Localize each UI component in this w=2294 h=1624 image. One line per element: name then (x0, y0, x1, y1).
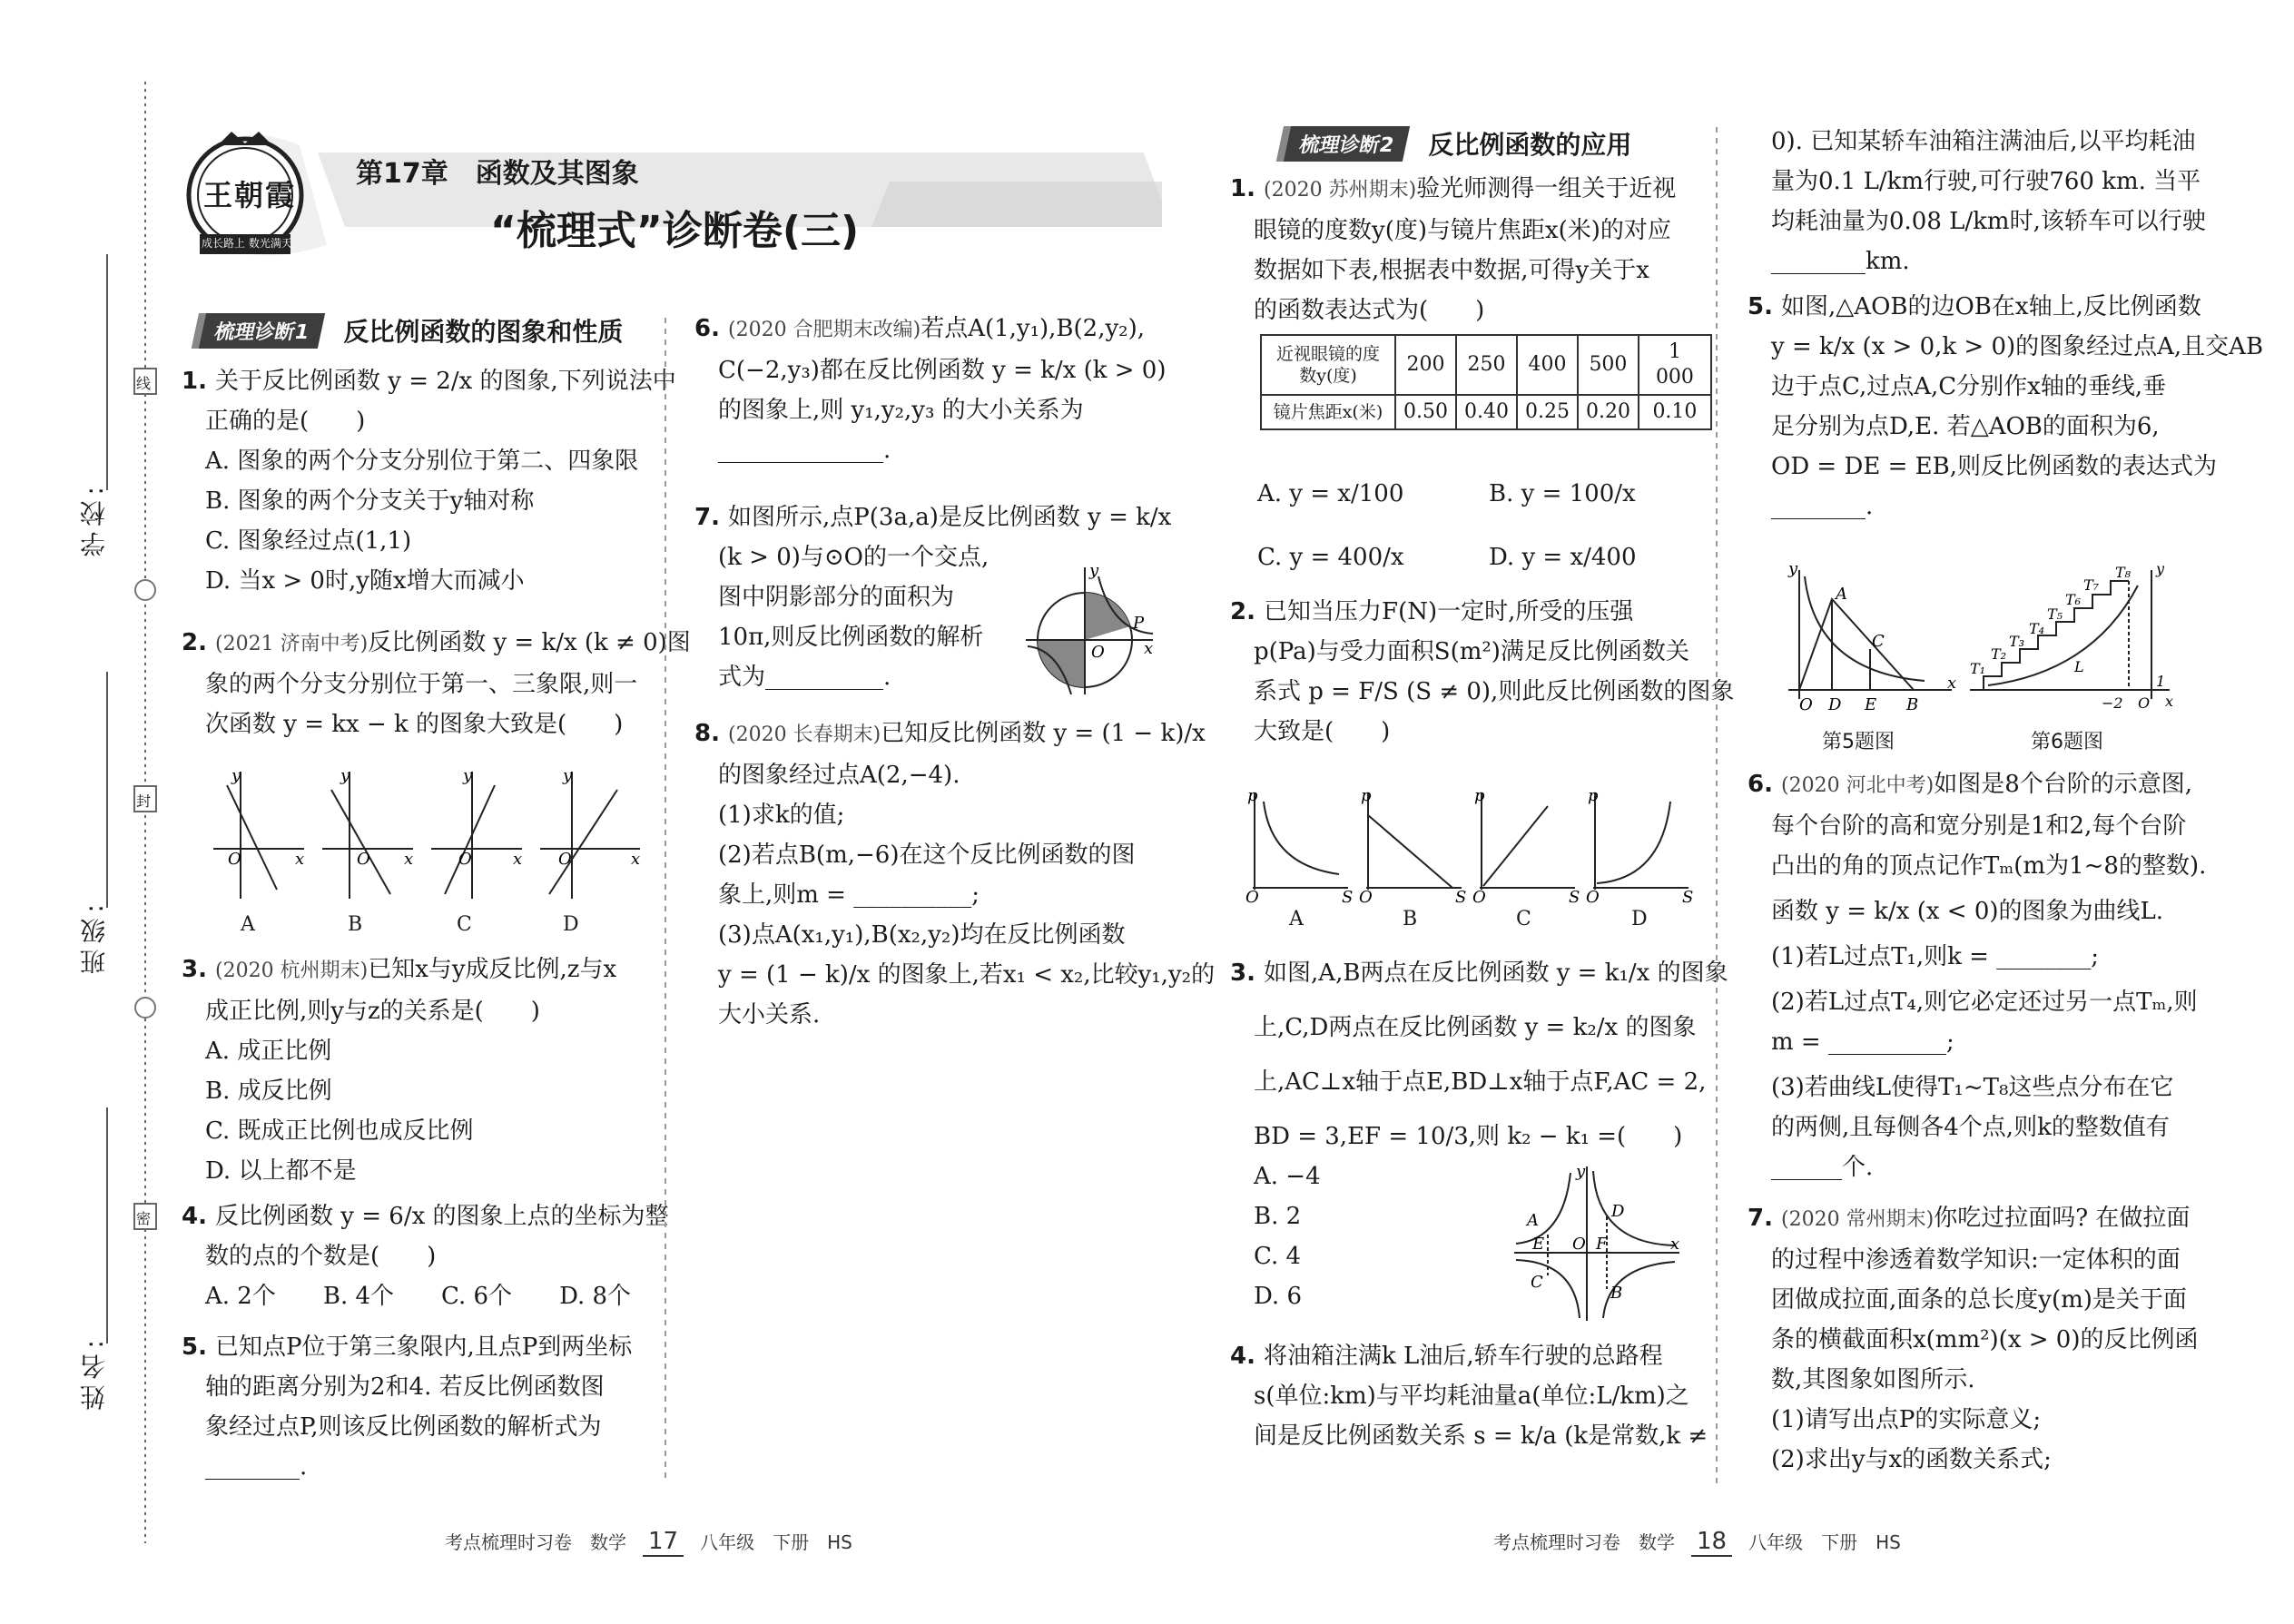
margin-mark-seal: 封 (136, 792, 152, 810)
col1-q5: 5. 已知点P位于第三象限内,且点P到两坐标 轴的距离分别为2和4. 若反比例函数图 象经过点P,则该反比例函数的解析式为 ________. (182, 1327, 632, 1487)
table-cell: 0.20 (1578, 395, 1639, 429)
section-1-bar (195, 312, 623, 349)
svg-text:y: y (1576, 1162, 1586, 1181)
svg-text:S: S (1455, 888, 1467, 906)
page-number-right: 18 (1691, 1528, 1732, 1557)
c3q1-option-a: A. y = x/100 (1257, 480, 1404, 507)
q2-label-a: A (241, 913, 255, 936)
footer-left (445, 1528, 852, 1557)
c4q6-stem-4: 函数 y = k/x (x < 0)的图象为曲线L. (1771, 898, 2164, 925)
school-label: 学校: (79, 481, 109, 557)
svg-text:p: p (1588, 788, 1599, 805)
brand-seal-small: 成长路上 数光满天 (202, 237, 292, 250)
page-number-left: 17 (643, 1528, 684, 1557)
col4-q4-cont (1748, 122, 2206, 281)
section-2-title: 反比例函数的应用 (1428, 130, 1632, 160)
table-row (1261, 335, 1711, 395)
c4q4-line-4: ________km. (1771, 248, 1910, 275)
q8-part-1: (1)求k的值; (718, 802, 845, 829)
col4-q6: 6. (2020 河北中考)如图是8个台阶的示意图, 每个台阶的高和宽分别是1和2,每个台阶 凸出的角的顶点记作Tₘ(m为1~8的整数). 函数 y = k/x (x < 0)的图象为曲线L. (1)若L过点T₁,则k = ________; (2)若L过点T₄,则它必定还过另一点Tₘ,则 m = __________; (3)若曲线L使得T₁~T₈这些点分布在它 的两侧,且每侧各4个点,则k的整数值有 ______个. (1748, 764, 2206, 1187)
c4q7-part-1: (1)请写出点P的实际意义; (1771, 1406, 2042, 1433)
table-cell: 200 (1395, 335, 1456, 395)
q5-stem-2: 轴的距离分别为2和4. 若反比例函数图 (205, 1373, 605, 1401)
c3q1-stem-3: 数据如下表,根据表中数据,可得y关于x (1254, 257, 1649, 284)
c4q5-stem-3: 边于点C,过点A,C分别作x轴的垂线,垂 (1771, 373, 2167, 400)
q4-stem-1: 反比例函数 y = 6/x 的图象上点的坐标为整 (215, 1203, 669, 1230)
svg-text:E: E (1532, 1235, 1545, 1254)
svg-text:S: S (1682, 888, 1694, 906)
svg-text:y: y (2156, 563, 2165, 577)
c4q5-stem-2: y = k/x (x > 0,k > 0)的图象经过点A,且交AB (1771, 333, 2264, 360)
svg-text:p: p (1361, 788, 1372, 805)
c3q2-stem-1: 已知当压力F(N)一定时,所受的压强 (1264, 598, 1634, 625)
q7-stem-4: 10π,则反比例函数的解析 (718, 624, 984, 651)
c4q7-stem-2: 的过程中渗透着数学知识:一定体积的面 (1771, 1246, 2181, 1274)
svg-text:S: S (1569, 888, 1580, 906)
q1-option-a: A. 图象的两个分支分别位于第二、四象限 (205, 448, 639, 475)
col1-q1: 1. 关于反比例函数 y = 2/x 的图象,下列说法中 正确的是( ) A. 图象的两个分支分别位于第二、四象限 B. 图象的两个分支关于y轴对称 C. 图象经过点(1,1) D. 当x > 0时,y随x增大而减小 (182, 361, 676, 601)
q1-option-d: D. 当x > 0时,y随x增大而减小 (205, 567, 525, 595)
q3-stem-1: 已知x与y成反比例,z与x (368, 956, 617, 983)
svg-text:T₄: T₄ (2029, 620, 2045, 637)
table-cell: 1 000 (1639, 335, 1711, 395)
c4q5-stem-1: 如图,△AOB的边OB在x轴上,反比例函数 (1781, 293, 2201, 320)
c4q4-line-2: 量为0.1 L/km行驶,可行驶760 km. 当平 (1771, 168, 2201, 195)
fig5-caption: 第5题图 (1822, 731, 1895, 753)
q7-circle-figure (1026, 563, 1162, 699)
c3q3-stem-4: BD = 3,EF = 10/3,则 k₂ − k₁ =( ) (1254, 1123, 1683, 1150)
q7-stem-5: 式为__________. (718, 664, 891, 691)
c4q6-stem-2: 每个台阶的高和宽分别是1和2,每个台阶 (1771, 812, 2187, 840)
svg-text:O: O (458, 850, 472, 869)
c3q2-label-c: C (1516, 908, 1531, 930)
svg-text:L: L (2074, 658, 2084, 675)
q2-graph-options (204, 763, 649, 908)
svg-text:p: p (1474, 788, 1485, 805)
q2-label-c: C (457, 913, 472, 936)
table-cell: 0.10 (1639, 395, 1711, 429)
col2-q8: 8. (2020 长春期末)已知反比例函数 y = (1 − k)/x 的图象经过点A(2,−4). (1)求k的值; (2)若点B(m,−6)在这个反比例函数的图 象上,则m = __________; (3)点A(x₁,y₁),B(x₂,y₂)均在反比例函数 y = (1 − k)/x 的图象上,若x₁ < x₂,比较y₁,y₂的 大小关系. (694, 714, 1215, 1035)
svg-text:B: B (1906, 695, 1919, 714)
c3q4-stem-3: 间是反比例函数关系 s = k/a (k是常数,k ≠ (1254, 1422, 1708, 1450)
table-head-degree: 近视眼镜的度数y(度) (1261, 335, 1395, 395)
q8-part-3a: (3)点A(x₁,y₁),B(x₂,y₂)均在反比例函数 (718, 921, 1126, 949)
q3-source: (2020 杭州期末) (215, 960, 369, 982)
lens-data-table (1260, 334, 1712, 430)
q3-option-d: D. 以上都不是 (205, 1157, 357, 1185)
c4q5-stem-6: ________. (1771, 493, 1874, 520)
name-label: 姓名: (79, 1334, 109, 1411)
c4q4-line-1: 0). 已知某轿车油箱注满油后,以平均耗油 (1771, 128, 2196, 155)
q6-stem-2: C(−2,y₃)都在反比例函数 y = k/x (k > 0) (718, 357, 1167, 384)
svg-text:O: O (1091, 643, 1105, 662)
col3-q4: 4. 将油箱注满k L油后,轿车行驶的总路程 s(单位:km)与平均耗油量a(单位:L/km)之 间是反比例函数关系 s = k/a (k是常数,k ≠ (1230, 1336, 1708, 1456)
col4-q7: 7. (2020 常州期末)你吃过拉面吗? 在做拉面 的过程中渗透着数学知识:一定体积的面 团做成拉面,面条的总长度y(m)是关于面 条的横截面积x(mm²)(x > 0)的反比例函 数,其图象如图所示. (1)请写出点P的实际意义; (2)求出y与x的函数关系式; (1748, 1198, 2199, 1480)
c3q1-stem-1: 验光师测得一组关于近视 (1416, 175, 1677, 202)
c4q7-part-2: (2)求出y与x的函数关系式; (1771, 1446, 2052, 1473)
q8-part-2a: (2)若点B(m,−6)在这个反比例函数的图 (718, 842, 1136, 869)
chapter-heading: 第17章 函数及其图象 (356, 158, 639, 190)
q7-stem-1: 如图所示,点P(3a,a)是反比例函数 y = k/x (728, 504, 1172, 531)
section-1-tag: 梳理诊断1 (192, 313, 326, 349)
fig6-steps-figure (1965, 563, 2174, 717)
c3q3-option-a: A. −4 (1254, 1163, 1321, 1190)
section-2-tag: 梳理诊断2 (1276, 126, 1411, 162)
footer-left-pre: 考点梳理时习卷 数学 (445, 1531, 626, 1553)
section-2-bar (1280, 125, 1631, 162)
table-cell: 500 (1578, 335, 1639, 395)
column-divider-right (1714, 127, 1719, 1489)
svg-text:O: O (357, 850, 370, 869)
q1-option-b: B. 图象的两个分支关于y轴对称 (205, 487, 535, 515)
c3q1-source: (2020 苏州期末) (1264, 179, 1417, 202)
svg-text:T₆: T₆ (2065, 591, 2082, 608)
c3q2-label-d: D (1631, 908, 1648, 930)
svg-text:T₂: T₂ (1991, 645, 2007, 663)
svg-text:S: S (1342, 888, 1354, 906)
c3q2-label-a: A (1289, 908, 1304, 930)
q5-stem-1: 已知点P位于第三象限内,且点P到两坐标 (215, 1334, 633, 1361)
fig5-triangle-figure (1779, 563, 1961, 717)
table-head-focal: 镜片焦距x(米) (1261, 395, 1395, 429)
table-row (1261, 395, 1711, 429)
c3q4-stem-1: 将油箱注满k L油后,轿车行驶的总路程 (1264, 1343, 1663, 1370)
col3-q1: 1. (2020 苏州期末)验光师测得一组关于近视 眼镜的度数y(度)与镜片焦距x(米)的对应 数据如下表,根据表中数据,可得y关于x 的函数表达式为( ) (1230, 169, 1676, 330)
table-cell: 250 (1456, 335, 1517, 395)
svg-text:O: O (1472, 888, 1486, 906)
c3q3-hyperbola-figure (1507, 1162, 1689, 1325)
svg-text:O: O (1586, 888, 1600, 906)
c4q6-part-3c: ______个. (1771, 1154, 1874, 1181)
q1-stem-2: 正确的是( ) (205, 408, 366, 435)
q2-stem-3: 次函数 y = kx − k 的图象大致是( ) (205, 711, 624, 738)
c3q2-stem-3: 系式 p = F/S (S ≠ 0),则此反比例函数的图象 (1254, 678, 1735, 705)
c4q6-part-2b: m = __________; (1771, 1029, 1954, 1056)
svg-text:C: C (1872, 632, 1885, 651)
c4q6-part-3b: 的两侧,且每侧各4个点,则k的整数值有 (1771, 1114, 2170, 1141)
footer-right (1493, 1528, 1901, 1557)
svg-text:x: x (631, 850, 641, 869)
c4q7-stem-4: 条的横截面积x(mm²)(x > 0)的反比例函 (1771, 1326, 2199, 1353)
c3q3-stem-1: 如图,A,B两点在反比例函数 y = k₁/x 的图象 (1264, 960, 1728, 987)
svg-text:y: y (563, 766, 573, 785)
q5-stem-3: 象经过点P,则该反比例函数的解析式为 (205, 1413, 602, 1441)
svg-text:T₁: T₁ (1970, 660, 1986, 677)
svg-text:x: x (1144, 639, 1154, 658)
margin-mark-close: 密 (136, 1210, 152, 1227)
footer-left-post: 八年级 下册 HS (700, 1531, 852, 1553)
table-cell: 0.50 (1395, 395, 1456, 429)
c4q6-stem-1: 如图是8个台阶的示意图, (1934, 771, 2192, 798)
c3q1-stem-4: 的函数表达式为( ) (1254, 297, 1485, 324)
c3q1-option-c: C. y = 400/x (1257, 544, 1404, 571)
c3q3-option-c: C. 4 (1254, 1243, 1302, 1270)
svg-text:x: x (295, 850, 305, 869)
c3q3-stem-2: 上,C,D两点在反比例函数 y = k₂/x 的图象 (1254, 1014, 1697, 1041)
svg-text:D: D (1611, 1202, 1625, 1221)
q8-part-2b: 象上,则m = __________; (718, 881, 980, 909)
c3q2-graph-options (1244, 788, 1698, 906)
q4-stem-2: 数的点的个数是( ) (205, 1243, 437, 1270)
q5-stem-4: ________. (205, 1453, 308, 1481)
svg-text:O: O (228, 850, 241, 869)
page-title: “梳理式”诊断卷(三) (490, 208, 860, 254)
c3q1-stem-2: 眼镜的度数y(度)与镜片焦距x(米)的对应 (1254, 217, 1671, 244)
col2-q6: 6. (2020 合肥期末改编)若点A(1,y₁),B(2,y₂), C(−2,y₃)都在反比例函数 y = k/x (k > 0) 的图象上,则 y₁,y₂,y₃ 的大小关系为 ______________. (694, 309, 1167, 470)
q4-options: A. 2个 B. 4个 C. 6个 D. 8个 (205, 1283, 632, 1310)
svg-text:O: O (1572, 1235, 1586, 1254)
svg-text:−2: −2 (2102, 694, 2123, 712)
svg-text:O: O (1799, 695, 1813, 714)
c3q1-option-b: B. y = 100/x (1489, 480, 1636, 507)
q3-option-b: B. 成反比例 (205, 1078, 332, 1105)
q2-stem-1: 反比例函数 y = k/x (k ≠ 0)图 (368, 629, 691, 656)
q8-part-3c: 大小关系. (718, 1001, 821, 1029)
q3-stem-2: 成正比例,则y与z的关系是( ) (205, 998, 540, 1025)
c4q6-part-2a: (2)若L过点T₄,则它必定还过另一点Tₘ,则 (1771, 989, 2198, 1016)
c4q7-stem-1: 你吃过拉面吗? 在做拉面 (1934, 1205, 2191, 1232)
table-cell: 0.25 (1517, 395, 1578, 429)
c4q6-part-1: (1)若L过点T₁,则k = ________; (1771, 943, 2099, 970)
fig6-caption: 第6题图 (2031, 731, 2103, 753)
svg-text:T₃: T₃ (2009, 633, 2025, 650)
svg-text:y: y (1089, 563, 1099, 580)
svg-text:B: B (1610, 1284, 1623, 1303)
col3-q3: 3. 如图,A,B两点在反比例函数 y = k₁/x 的图象 上,C,D两点在反比例函数 y = k₂/x 的图象 上,AC⊥x轴于点E,BD⊥x轴于点F,AC = 2, BD = 3,EF = 10/3,则 k₂ − k₁ =( ) A. −4 B. 2 C. 4 D. 6 (1230, 953, 1728, 1316)
c3q3-stem-3: 上,AC⊥x轴于点E,BD⊥x轴于点F,AC = 2, (1254, 1068, 1707, 1096)
svg-text:x: x (2165, 693, 2174, 710)
footer-right-post: 八年级 下册 HS (1748, 1531, 1901, 1553)
c3q2-stem-4: 大致是( ) (1254, 718, 1391, 745)
svg-text:p: p (1247, 788, 1258, 805)
svg-text:x: x (404, 850, 414, 869)
c4q6-source: (2020 河北中考) (1781, 774, 1935, 797)
svg-text:D: D (1828, 695, 1842, 714)
margin-mark-line: 线 (136, 375, 152, 392)
q6-stem-3: 的图象上,则 y₁,y₂,y₃ 的大小关系为 (718, 397, 1084, 424)
svg-text:E: E (1865, 695, 1877, 714)
svg-text:y: y (463, 766, 473, 785)
q8-stem-2: 的图象经过点A(2,−4). (718, 762, 960, 789)
svg-text:y: y (1788, 563, 1798, 578)
svg-text:O: O (558, 850, 572, 869)
svg-text:y: y (340, 766, 350, 785)
svg-text:A: A (1836, 585, 1847, 604)
q7-stem-2: (k > 0)与⊙O的一个交点, (718, 544, 989, 571)
q8-source: (2020 长春期末) (728, 723, 881, 746)
c3q2-stem-2: p(Pa)与受力面积S(m²)满足反比例函数关 (1254, 638, 1689, 665)
q6-stem-1: 若点A(1,y₁),B(2,y₂), (921, 315, 1146, 342)
q2-label-b: B (348, 913, 363, 936)
q6-source: (2020 合肥期末改编) (728, 319, 921, 341)
svg-text:T₅: T₅ (2047, 605, 2063, 623)
svg-text:x: x (513, 850, 523, 869)
svg-text:O: O (2138, 694, 2151, 712)
svg-text:x: x (1947, 674, 1957, 693)
svg-text:T₇: T₇ (2083, 576, 2100, 594)
class-label: 班级: (79, 899, 109, 975)
svg-text:C: C (1531, 1273, 1543, 1292)
svg-text:A: A (1527, 1211, 1539, 1230)
table-cell: 400 (1517, 335, 1578, 395)
q2-label-d: D (563, 913, 579, 936)
footer-right-pre: 考点梳理时习卷 数学 (1493, 1531, 1675, 1553)
col3-q2: 2. 已知当压力F(N)一定时,所受的压强 p(Pa)与受力面积S(m²)满足反比例函数关 系式 p = F/S (S ≠ 0),则此反比例函数的图象 大致是( ) (1230, 592, 1734, 752)
brand-seal-text: 王朝霞 (203, 178, 297, 212)
column-divider-left (663, 318, 668, 1480)
col1-q3: 3. (2020 杭州期末)已知x与y成反比例,z与x 成正比例,则y与z的关系是( ) A. 成正比例 B. 成反比例 C. 既成正比例也成反比例 D. 以上都不是 (182, 950, 616, 1191)
c4q4-line-3: 均耗油量为0.08 L/km时,该轿车可以行驶 (1771, 208, 2206, 235)
q2-stem-2: 象的两个分支分别位于第一、三象限,则一 (205, 671, 638, 698)
c3q3-option-b: B. 2 (1254, 1203, 1302, 1230)
svg-text:1: 1 (2156, 673, 2166, 690)
svg-text:T₈: T₈ (2115, 564, 2132, 581)
q7-stem-3: 图中阴影部分的面积为 (718, 584, 955, 611)
c4q5-stem-4: 足分别为点D,E. 若△AOB的面积为6, (1771, 413, 2160, 440)
col1-q4: 4. 反比例函数 y = 6/x 的图象上点的坐标为整 数的点的个数是( ) A. 2个 B. 4个 C. 6个 D. 8个 (182, 1196, 669, 1316)
q8-part-3b: y = (1 − k)/x 的图象上,若x₁ < x₂,比较y₁,y₂的 (718, 961, 1216, 989)
q1-stem-1: 关于反比例函数 y = 2/x 的图象,下列说法中 (215, 368, 676, 395)
c3q1-option-d: D. y = x/400 (1489, 544, 1637, 571)
c4q6-part-3a: (3)若曲线L使得T₁~T₈这些点分布在它 (1771, 1074, 2174, 1101)
q6-stem-4: ______________. (718, 437, 891, 464)
q1-option-c: C. 图象经过点(1,1) (205, 527, 412, 555)
c3q3-option-d: D. 6 (1254, 1283, 1302, 1310)
svg-text:x: x (1670, 1235, 1680, 1254)
col4-q5: 5. 如图,△AOB的边OB在x轴上,反比例函数 y = k/x (x > 0,k > 0)的图象经过点A,且交AB 边于点C,过点A,C分别作x轴的垂线,垂 足分别为点D,E. 若△AOB的面积为6, OD = DE = EB,则反比例函数的表达式为 ________. (1748, 287, 2263, 527)
c4q7-stem-3: 团做成拉面,面条的总长度y(m)是关于面 (1771, 1286, 2187, 1314)
q3-option-a: A. 成正比例 (205, 1038, 332, 1065)
svg-text:O: O (1359, 888, 1373, 906)
svg-text:P: P (1133, 614, 1145, 633)
col2-q7: 7. 如图所示,点P(3a,a)是反比例函数 y = k/x (k > 0)与⊙O的一个交点, 图中阴影部分的面积为 10π,则反比例函数的解析 式为__________. (694, 497, 1171, 697)
col1-q2: 2. (2021 济南中考)反比例函数 y = k/x (k ≠ 0)图 象的两个分支分别位于第一、三象限,则一 次函数 y = kx − k 的图象大致是( ) (182, 623, 691, 744)
c3q4-stem-2: s(单位:km)与平均耗油量a(单位:L/km)之 (1254, 1383, 1689, 1410)
c3q2-label-b: B (1403, 908, 1418, 930)
c4q7-source: (2020 常州期末) (1781, 1208, 1935, 1231)
c4q5-stem-5: OD = DE = EB,则反比例函数的表达式为 (1771, 453, 2217, 480)
q8-stem-1: 已知反比例函数 y = (1 − k)/x (881, 720, 1206, 747)
q2-source: (2021 济南中考) (215, 633, 369, 655)
svg-text:F: F (1596, 1235, 1608, 1254)
q3-option-c: C. 既成正比例也成反比例 (205, 1117, 474, 1145)
section-1-title: 反比例函数的图象和性质 (343, 317, 624, 347)
c4q6-stem-3: 凸出的角的顶点记作Tₘ(m为1~8的整数). (1771, 852, 2207, 880)
svg-text:O: O (1245, 888, 1259, 906)
c4q7-stem-5: 数,其图象如图所示. (1771, 1366, 1975, 1393)
svg-text:y: y (231, 766, 241, 785)
table-cell: 0.40 (1456, 395, 1517, 429)
